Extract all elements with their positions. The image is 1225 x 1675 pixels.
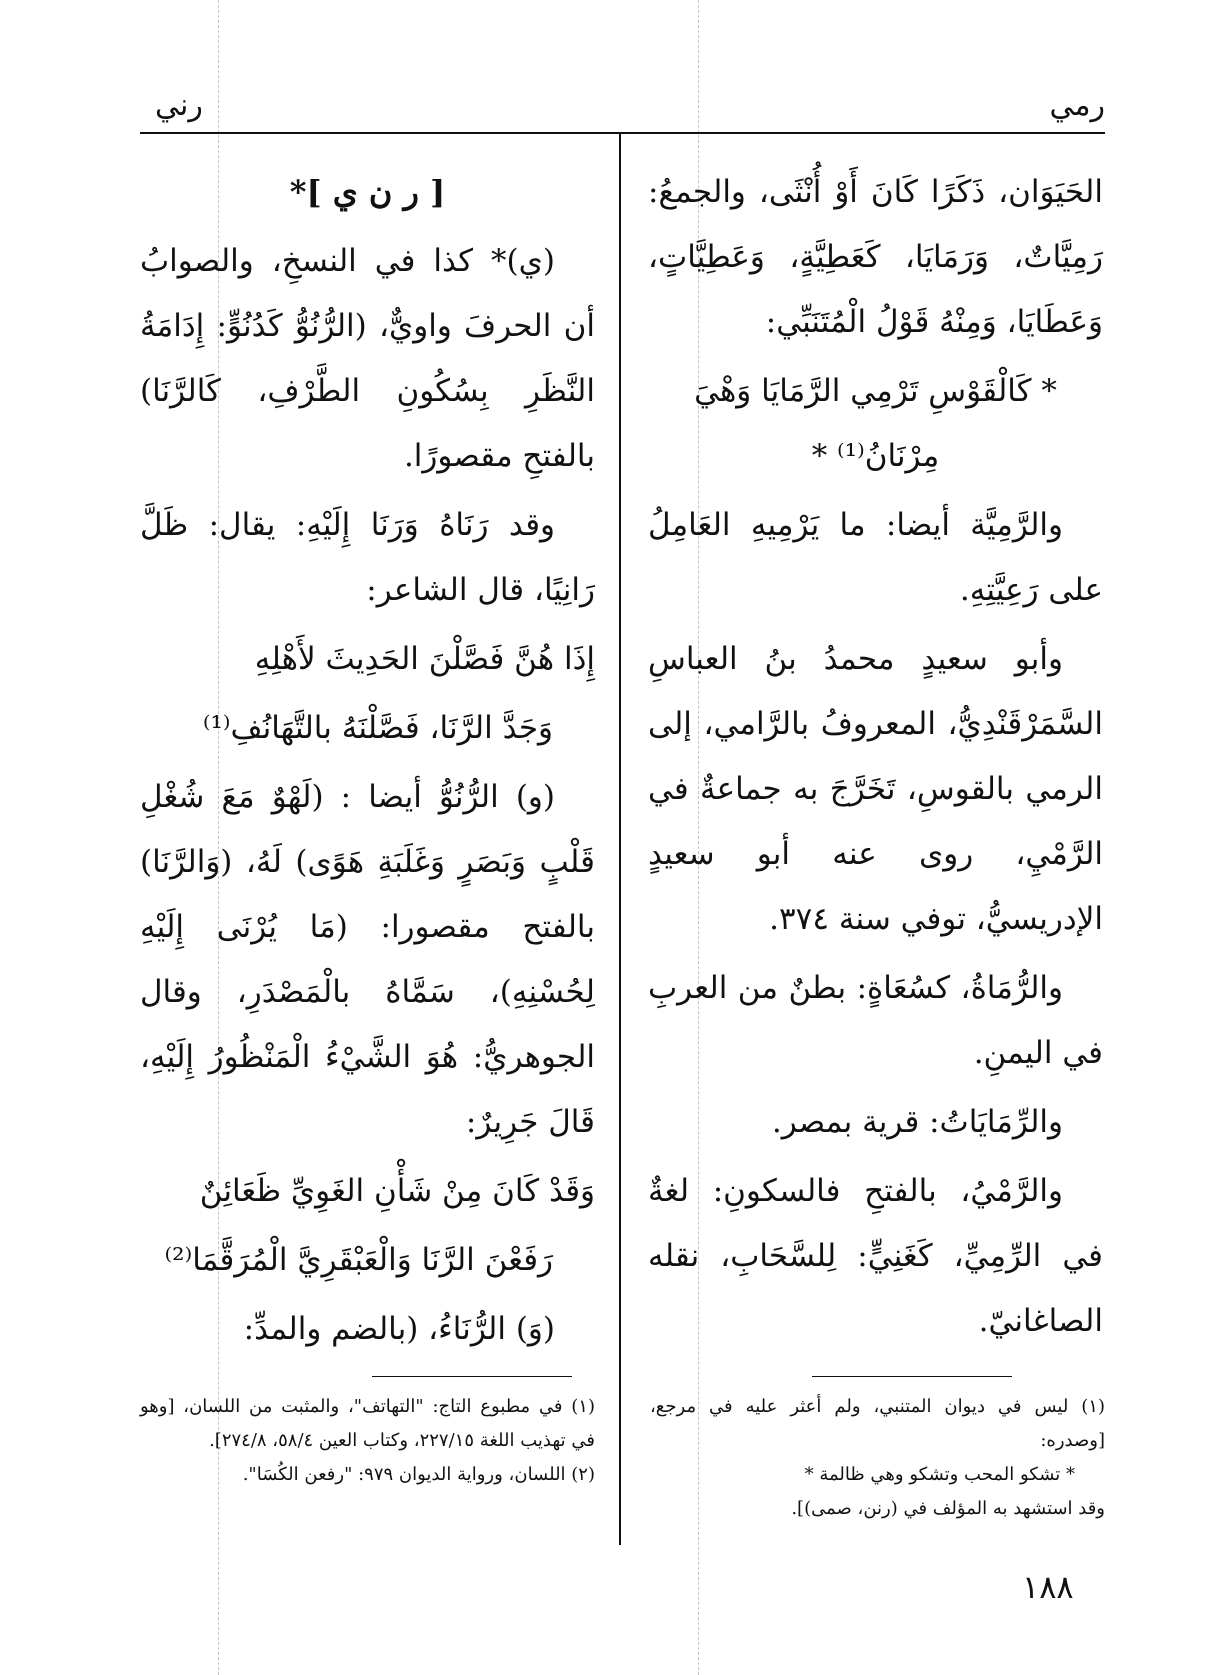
paragraph: وأبو سعيدٍ محمدُ بنُ العباسِ السَّمَرْقَنْدِيُّ، المعروفُ بالرَّامي، إلى الرمي بالقوسِ، تَخَرَّجَ به جماعةٌ في الرَّمْيِ، روى عنه أبو سعيدٍ الإدريسيُّ، توفي سنة ٣٧٤.	[648, 641, 1103, 937]
paragraph: (و) الرُّنُوُّ أيضا : (لَهْوٌ مَعَ شُغْلِ قَلْبٍ وَبَصَرٍ وَغَلَبَةِ هَوًى) لَهُ، (وَالرَّنَا) بالفتح مقصورا: (مَا يُرْنَى إِلَيْهِ لِحُسْنِهِ)، سَمَّاهُ بالْمَصْدَرِ، وقال الجوهريُّ: هُوَ الشَّيْءُ الْمَنْظُورُ إِلَيْهِ، قَالَ جَرِيرٌ:	[140, 779, 595, 1140]
footnotes-left	[140, 1390, 595, 1492]
paragraph: والرَّمِيَّة أيضا: ما يَرْمِيهِ العَامِلُ على رَعِيَّتِهِ.	[648, 507, 1103, 608]
right-column	[648, 160, 1103, 1358]
paragraph: وقد رَنَاهُ وَرَنَا إِلَيْهِ: يقال: ظَلَّ رَانِيًا، قال الشاعر:	[140, 507, 595, 608]
footnote-rule	[812, 1376, 1012, 1377]
verse-line: وَقَدْ كَانَ مِنْ شَأْنِ الغَوِيِّ ظَعَائِنٌ	[199, 1173, 595, 1209]
entry-heading: [ ر ن ي ]*	[289, 173, 446, 211]
paragraph: (وَ) الرُّنَاءُ، (بالضم والمدِّ:	[243, 1311, 555, 1347]
column-divider	[619, 133, 621, 1545]
page-number: ١٨٨	[1022, 1568, 1074, 1606]
paragraph: والرُّمَاةُ، كسُعَاةٍ: بطنٌ من العربِ في اليمنِ.	[648, 970, 1103, 1071]
footnote-verse: * تشكو المحب وتشكو وهي ظالمة *	[804, 1464, 1075, 1485]
footnote: (٢) اللسان، ورواية الديوان ٩٧٩: "رفعن الكُسَا".	[242, 1464, 595, 1485]
footnote: (١) في مطبوع التاج: "التهاتف"، والمثبت من اللسان، [وهو في تهذيب اللغة ٢٢٧/١٥، وكتاب العين ٥٨/٤، ٢٧٤/٨].	[140, 1396, 595, 1451]
footnote-rule	[372, 1376, 572, 1377]
verse-line: إِذَا هُنَّ فَصَّلْنَ الحَدِيثَ لأَهْلِهِ	[254, 641, 595, 677]
verse-line: وَجَدَّ الرَّنَا، فَصَّلْنَهُ بالتَّهَانُفِ⁽¹⁾	[202, 710, 553, 746]
paragraph: (ي)* كذا في النسخِ، والصوابُ أن الحرفَ واويٌّ، (الرُّنُوُّ كَدُنُوٍّ: إِدَامَةُ النَّظَرِ بِسُكُونِ الطَّرْفِ، كَالرَّنَا) بالفتحِ مقصورًا.	[140, 243, 595, 474]
paragraph: الحَيَوَان، ذَكَرًا كَانَ أَوْ أُنْثَى، والجمعُ: رَمِيَّاتٌ، وَرَمَايَا، كَعَطِيَّةٍ، وَعَطِيَّاتٍ، وَعَطَايَا، وَمِنْهُ قَوْلُ الْمُتَنَبِّي:	[648, 174, 1103, 340]
footnote: وقد استشهد به المؤلف في (رنن، صمى)].	[791, 1498, 1105, 1519]
footnote: (١) ليس في ديوان المتنبي، ولم أعثر عليه في مرجع، [وصدره:	[650, 1396, 1105, 1451]
left-column	[140, 160, 595, 1366]
running-head-right: رمي	[1049, 88, 1105, 123]
paragraph: والرَّمْيُ، بالفتحِ فالسكونِ: لغةٌ في الرِّمِيِّ، كَغَنِيٍّ: لِلسَّحَابِ، نقله الصاغانيّ.	[648, 1173, 1103, 1339]
paragraph: والرِّمَايَاتُ: قرية بمصر.	[771, 1104, 1063, 1140]
running-head-left: رني	[155, 88, 203, 123]
footnotes-right	[650, 1390, 1105, 1526]
verse-line: رَفَعْنَ الرَّنَا وَالْعَبْقَرِيَّ الْمُرَقَّمَا⁽²⁾	[164, 1242, 553, 1278]
verse-line: * كَالْقَوْسِ تَرْمِي الرَّمَايَا وَهْيَ مِرْنَانُ⁽¹⁾ *	[694, 373, 1057, 474]
header-rule	[140, 132, 1105, 134]
